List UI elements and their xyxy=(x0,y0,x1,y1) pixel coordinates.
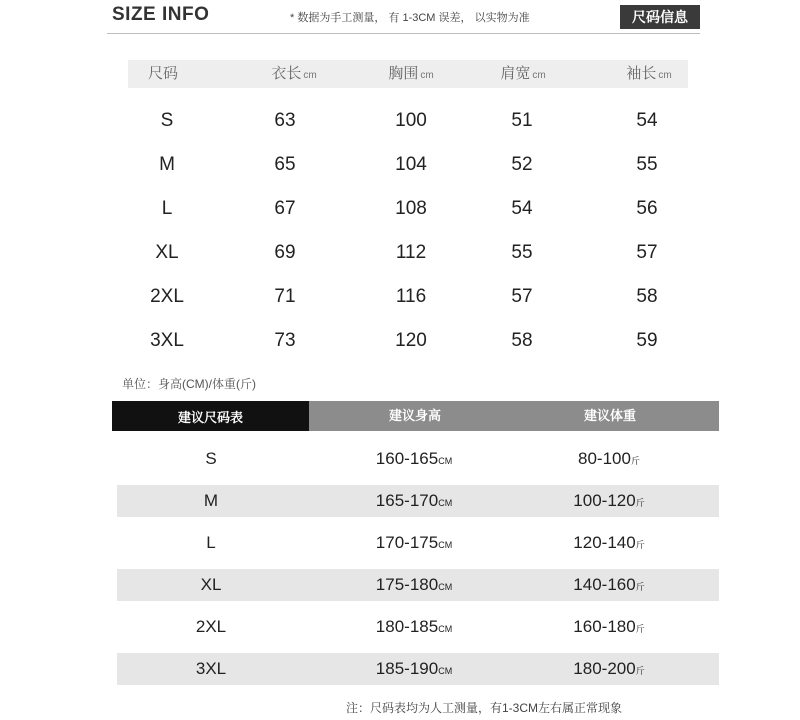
header-cell-size: 尺码 xyxy=(147,65,179,82)
recommend-table-header xyxy=(309,401,719,431)
shoulder-cell: 52 xyxy=(511,154,533,175)
size-cell: S xyxy=(205,449,217,468)
weight-cell: 100-120斤 xyxy=(573,491,645,510)
table-row xyxy=(0,145,800,185)
chest-cell: 100 xyxy=(395,110,427,131)
recommend-height-header: 建议身高 xyxy=(388,408,442,423)
height-cell: 160-165CM xyxy=(375,449,453,468)
size-cell: 3XL xyxy=(150,330,184,351)
table-row xyxy=(0,321,800,361)
size-cell: XL xyxy=(155,242,179,263)
weight-cell: 160-180斤 xyxy=(573,617,645,636)
length-cell: 63 xyxy=(274,110,296,131)
length-cell: 67 xyxy=(274,198,296,219)
header-divider xyxy=(107,33,700,34)
size-cell: M xyxy=(203,491,219,510)
header-cell-chest: 胸围 cm xyxy=(388,65,434,82)
sleeve-cell: 56 xyxy=(636,198,658,219)
chest-cell: 108 xyxy=(395,198,427,219)
weight-cell: 140-160斤 xyxy=(573,575,645,594)
table-row xyxy=(0,233,800,273)
length-cell: 73 xyxy=(274,330,296,351)
weight-cell: 80-100斤 xyxy=(578,449,640,468)
recommend-size-header: 建议尺码表 xyxy=(112,401,309,431)
chest-cell: 116 xyxy=(395,286,427,307)
length-cell: 71 xyxy=(274,286,296,307)
height-cell: 175-180CM xyxy=(375,575,453,594)
sleeve-cell: 55 xyxy=(636,154,658,175)
recommend-weight-header: 建议体重 xyxy=(583,408,637,423)
weight-cell: 180-200斤 xyxy=(573,659,645,678)
sleeve-cell: 54 xyxy=(636,110,658,131)
header-cell-shoulder: 肩宽 cm xyxy=(500,65,546,82)
size-cell: 2XL xyxy=(150,286,184,307)
table-row xyxy=(117,527,719,559)
shoulder-cell: 51 xyxy=(511,110,533,131)
length-cell: 69 xyxy=(274,242,296,263)
table-row xyxy=(117,569,719,601)
chest-cell: 104 xyxy=(395,154,427,175)
table-row xyxy=(117,611,719,643)
unit-note: 单位：身高(CM)/体重(斤) xyxy=(122,377,256,391)
weight-cell: 120-140斤 xyxy=(573,533,645,552)
size-cell: S xyxy=(160,110,174,131)
height-cell: 185-190CM xyxy=(375,659,453,678)
sleeve-cell: 59 xyxy=(636,330,658,351)
table-row xyxy=(117,485,719,517)
shoulder-cell: 54 xyxy=(511,198,533,219)
size-cell: XL xyxy=(200,575,222,594)
footer-note: 注：尺码表均为人工测量，有1-3CM左右属正常现象 xyxy=(346,701,623,715)
table-row xyxy=(0,189,800,229)
measure-table-header xyxy=(128,60,688,88)
height-cell: 165-170CM xyxy=(375,491,453,510)
table-row xyxy=(0,277,800,317)
header-cell-sleeve: 袖长 cm xyxy=(626,65,672,82)
size-info-tag: 尺码信息 xyxy=(620,5,700,29)
sleeve-cell: 57 xyxy=(636,242,658,263)
length-cell: 65 xyxy=(274,154,296,175)
shoulder-cell: 55 xyxy=(511,242,533,263)
measurement-note: * 数据为手工测量， 有 1-3CM 误差， 以实物为准 xyxy=(290,12,530,24)
shoulder-cell: 57 xyxy=(511,286,533,307)
size-cell: 2XL xyxy=(195,617,227,636)
table-row xyxy=(117,443,719,475)
size-cell: L xyxy=(206,533,216,552)
size-cell: M xyxy=(159,154,175,175)
page-title: SIZE INFO xyxy=(112,4,210,25)
sleeve-cell: 58 xyxy=(636,286,658,307)
header-cell-length: 衣长 cm xyxy=(271,65,317,82)
table-row xyxy=(117,653,719,685)
shoulder-cell: 58 xyxy=(511,330,533,351)
size-cell: L xyxy=(161,198,173,219)
size-cell: 3XL xyxy=(195,659,227,678)
table-row xyxy=(0,101,800,141)
chest-cell: 120 xyxy=(395,330,427,351)
chest-cell: 112 xyxy=(395,242,427,263)
height-cell: 180-185CM xyxy=(375,617,453,636)
height-cell: 170-175CM xyxy=(375,533,453,552)
